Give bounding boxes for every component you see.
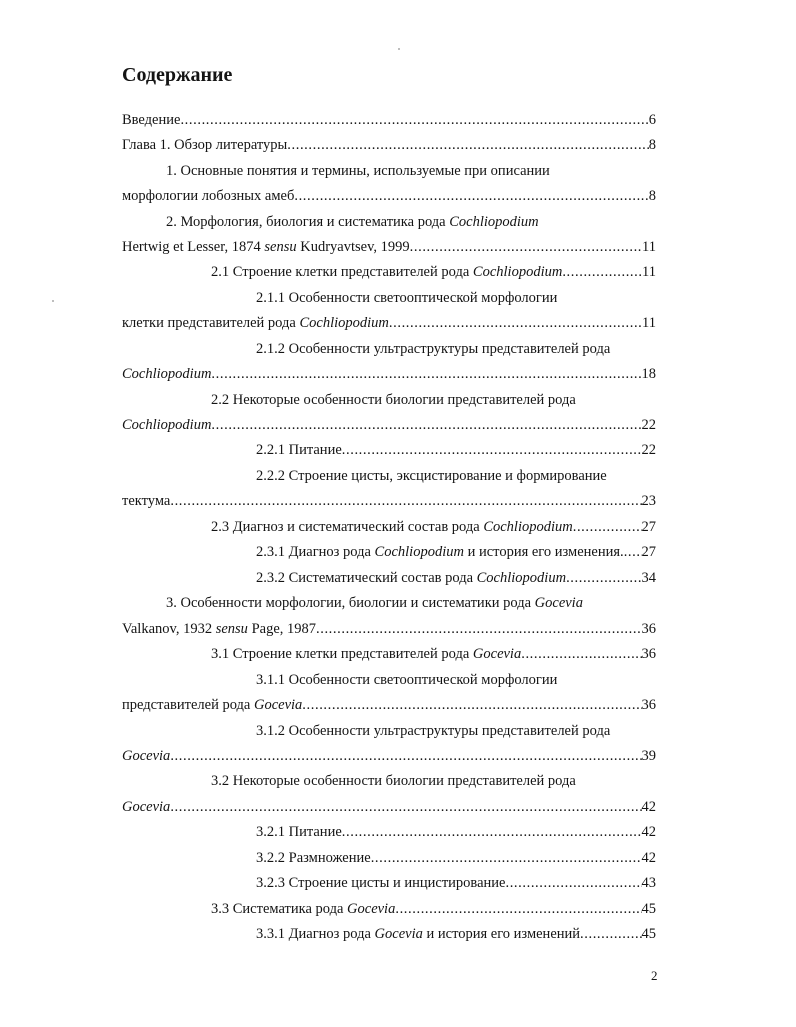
page-ref: 36 bbox=[641, 697, 656, 713]
toc-entry-3-2-line1[interactable]: 3.2 Некоторые особенности биологии представителей рода bbox=[211, 773, 576, 789]
page-ref: 8 bbox=[648, 137, 656, 153]
toc-entry-3-1-2-line2[interactable]: Gocevia ..... 39 bbox=[122, 747, 656, 765]
toc-entry-2-2-line1[interactable]: 2.2 Некоторые особенности биологии представителей рода bbox=[211, 392, 576, 408]
toc-entry-3-1-2-line1[interactable]: 3.1.2 Особенности ультраструктуры представителей рода bbox=[256, 723, 611, 739]
page-ref: 6 bbox=[648, 112, 656, 128]
toc-entry-3-2-3[interactable]: 3.2.3 Строение цисты и инцистирование ..... 43 bbox=[256, 874, 656, 892]
toc-entry-3-line2[interactable]: Valkanov, 1932 sensu Page, 1987 ..... 36 bbox=[122, 620, 656, 638]
dot-leader bbox=[316, 620, 642, 638]
toc-entry-chapter-1[interactable]: Глава 1. Обзор литературы ..... 8 bbox=[122, 136, 656, 154]
toc-entry-1-line1[interactable]: 1. Основные понятия и термины, используемые при описании bbox=[166, 163, 550, 179]
toc-entry-2-3[interactable]: 2.3 Диагноз и систематический состав рода Cochliopodium ..... 27 bbox=[211, 518, 656, 536]
toc-entry-2-2-2-line1[interactable]: 2.2.2 Строение цисты, эксцистирование и формирование bbox=[256, 468, 607, 484]
dot-leader bbox=[180, 111, 648, 129]
toc-entry-1-line2[interactable]: морфологии лобозных амеб ..... 8 bbox=[122, 187, 656, 205]
dot-leader bbox=[371, 849, 642, 867]
scan-speck bbox=[52, 300, 54, 302]
page-ref: 27 bbox=[641, 519, 656, 535]
page-title: Содержание bbox=[122, 64, 233, 86]
page-ref: 22 bbox=[641, 417, 656, 433]
toc-entry-3-line1[interactable]: 3. Особенности морфологии, биологии и систематики рода Gocevia bbox=[166, 595, 583, 611]
dot-leader bbox=[211, 365, 641, 383]
dot-leader bbox=[342, 823, 642, 841]
page-ref: 36 bbox=[641, 621, 656, 637]
dot-leader bbox=[580, 925, 641, 943]
page-ref: 39 bbox=[641, 748, 656, 764]
dot-leader bbox=[170, 747, 641, 765]
toc-entry-3-3[interactable]: 3.3 Систематика рода Gocevia ..... 45 bbox=[211, 900, 656, 918]
toc-entry-2-2-line2[interactable]: Cochliopodium ..... 22 bbox=[122, 416, 656, 434]
dot-leader bbox=[389, 314, 642, 332]
toc-entry-2-1-2-line1[interactable]: 2.1.2 Особенности ультраструктуры представителей рода bbox=[256, 341, 611, 357]
page-ref: 27 bbox=[641, 544, 656, 560]
page-ref: 22 bbox=[641, 442, 656, 458]
toc-entry-3-1-1-line2[interactable]: представителей рода Gocevia ..... 36 bbox=[122, 696, 656, 714]
page-ref: 42 bbox=[641, 799, 656, 815]
page-ref: 36 bbox=[641, 646, 656, 662]
toc-entry-introduction[interactable]: Введение ..... 6 bbox=[122, 111, 656, 129]
dot-leader bbox=[624, 543, 642, 561]
dot-leader bbox=[566, 569, 641, 587]
toc-entry-3-1-1-line1[interactable]: 3.1.1 Особенности светооптической морфологии bbox=[256, 672, 558, 688]
toc-entry-2-3-2[interactable]: 2.3.2 Систематический состав рода Cochliopodium ..... 34 bbox=[256, 569, 656, 587]
dot-leader bbox=[505, 874, 641, 892]
page-ref: 45 bbox=[641, 926, 656, 942]
scan-speck bbox=[398, 48, 400, 50]
toc-entry-2-1-2-line2[interactable]: Cochliopodium ..... 18 bbox=[122, 365, 656, 383]
dot-leader bbox=[170, 798, 641, 816]
page-ref: 11 bbox=[642, 315, 656, 331]
dot-leader bbox=[410, 238, 642, 256]
page-number: 2 bbox=[651, 968, 658, 983]
page-ref: 23 bbox=[641, 493, 656, 509]
toc-entry-3-3-1[interactable]: 3.3.1 Диагноз рода Gocevia и история его изменений ..... 45 bbox=[256, 925, 656, 943]
page-ref: 43 bbox=[641, 875, 656, 891]
toc-entry-3-2-line2[interactable]: Gocevia ..... 42 bbox=[122, 798, 656, 816]
toc-entry-2-line1[interactable]: 2. Морфология, биология и систематика рода Cochliopodium bbox=[166, 214, 539, 230]
toc-entry-3-2-2[interactable]: 3.2.2 Размножение ..... 42 bbox=[256, 849, 656, 867]
page-ref: 42 bbox=[641, 824, 656, 840]
page-ref: 11 bbox=[642, 239, 656, 255]
toc-entry-3-1[interactable]: 3.1 Строение клетки представителей рода Gocevia ..... 36 bbox=[211, 645, 656, 663]
dot-leader bbox=[170, 492, 641, 510]
toc-entry-2-line2[interactable]: Hertwig et Lesser, 1874 sensu Kudryavtsev, 1999 ..... 11 bbox=[122, 238, 656, 256]
dot-leader bbox=[573, 518, 642, 536]
dot-leader bbox=[211, 416, 641, 434]
dot-leader bbox=[342, 441, 642, 459]
toc-entry-2-3-1[interactable]: 2.3.1 Диагноз рода Cochliopodium и история его изменения. ..... 27 bbox=[256, 543, 656, 561]
page-ref: 11 bbox=[642, 264, 656, 280]
page-ref: 34 bbox=[641, 570, 656, 586]
page-ref: 42 bbox=[641, 850, 656, 866]
page-ref: 45 bbox=[641, 901, 656, 917]
page-ref: 8 bbox=[648, 188, 656, 204]
toc-entry-2-1-1-line2[interactable]: клетки представителей рода Cochliopodium ..... 11 bbox=[122, 314, 656, 332]
dot-leader bbox=[294, 187, 648, 205]
toc-entry-2-1[interactable]: 2.1 Строение клетки представителей рода Cochliopodium ..... 11 bbox=[211, 263, 656, 281]
dot-leader bbox=[395, 900, 641, 918]
dot-leader bbox=[521, 645, 641, 663]
dot-leader bbox=[302, 696, 641, 714]
toc-entry-2-2-1[interactable]: 2.2.1 Питание ..... 22 bbox=[256, 441, 656, 459]
dot-leader bbox=[562, 263, 642, 281]
toc-entry-3-2-1[interactable]: 3.2.1 Питание ..... 42 bbox=[256, 823, 656, 841]
dot-leader bbox=[287, 136, 648, 154]
page-ref: 18 bbox=[641, 366, 656, 382]
toc-entry-2-1-1-line1[interactable]: 2.1.1 Особенности светооптической морфологии bbox=[256, 290, 558, 306]
toc-entry-2-2-2-line2[interactable]: тектума ..... 23 bbox=[122, 492, 656, 510]
